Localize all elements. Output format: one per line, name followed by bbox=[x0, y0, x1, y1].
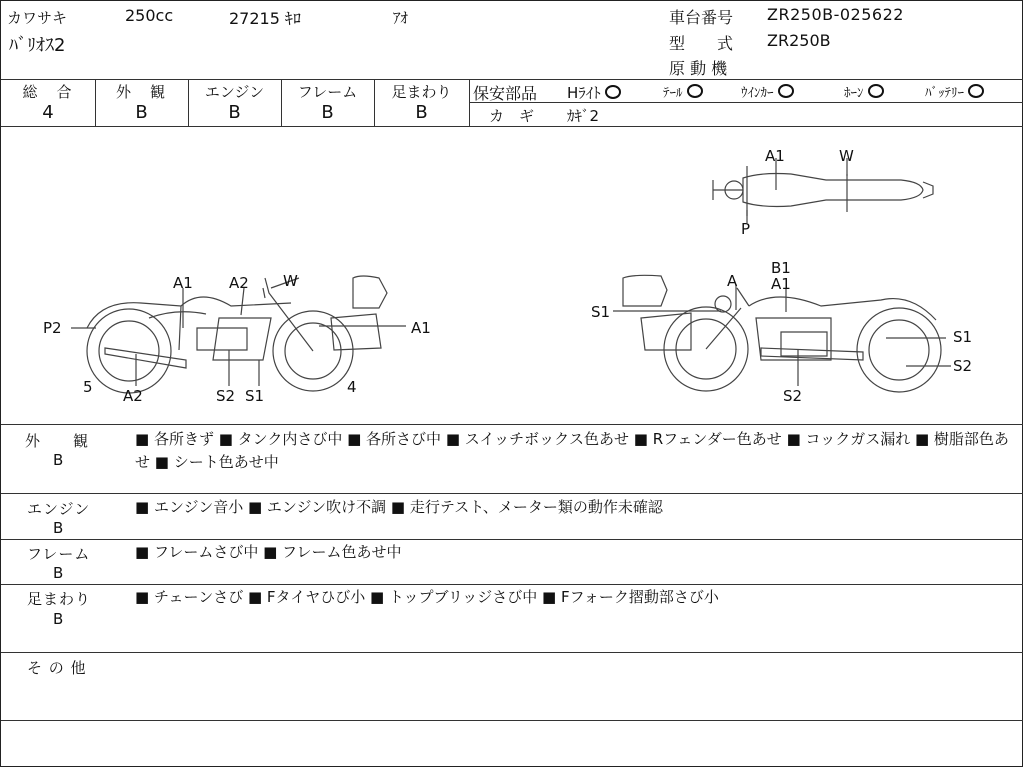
divider bbox=[1, 539, 1023, 540]
diagram-label: 5 bbox=[83, 378, 93, 396]
diagram-label: S2 bbox=[783, 387, 803, 405]
key-label: カ ギ bbox=[489, 107, 535, 125]
grade-frame-value: B bbox=[321, 102, 334, 123]
ok-circle-icon bbox=[868, 84, 884, 98]
safety-item-winker: ｳｲﾝｶｰ bbox=[741, 82, 794, 101]
divider bbox=[1, 424, 1023, 425]
engine-label: 原 動 機 bbox=[669, 59, 728, 78]
diagram-label: A1 bbox=[771, 275, 791, 293]
section-suspension-label: 足まわり bbox=[27, 590, 92, 608]
safety-item-tail: ﾃｰﾙ bbox=[663, 82, 703, 101]
divider bbox=[469, 79, 470, 126]
divider bbox=[1, 584, 1023, 585]
section-suspension-notes: ■ チェーンさび ■ Fタイヤひび小 ■ トップブリッジさび中 ■ Fフォーク摺動部さび小 bbox=[135, 588, 719, 606]
section-frame-label: フレーム bbox=[27, 545, 91, 563]
diagram-label: W bbox=[839, 147, 854, 165]
safety-item-horn: ﾎｰﾝ bbox=[844, 82, 884, 101]
safety-item-headlight: Hﾗｲﾄ bbox=[567, 82, 621, 103]
motorcycle-left-view bbox=[87, 276, 387, 393]
divider bbox=[1, 720, 1023, 721]
key-value: ｶｷﾞ2 bbox=[567, 107, 600, 125]
grade-frame-label: フレーム bbox=[297, 83, 358, 101]
diagram-label: P bbox=[741, 220, 751, 238]
model-name: ﾊﾞﾘｵｽ2 bbox=[9, 35, 66, 56]
maker: カワサキ bbox=[7, 9, 68, 27]
safety-parts-label: 保安部品 bbox=[473, 84, 538, 103]
diagram-label: 4 bbox=[347, 378, 357, 396]
frame-number-label: 車台番号 bbox=[669, 8, 734, 27]
divider bbox=[1, 493, 1023, 494]
ok-circle-icon bbox=[687, 84, 703, 98]
divider bbox=[1, 79, 1023, 80]
divider bbox=[1, 126, 1023, 127]
diagram-label: S1 bbox=[953, 328, 973, 346]
diagram-label: S2 bbox=[216, 387, 236, 405]
section-engine-label: エンジン bbox=[27, 500, 91, 518]
section-exterior-grade: B bbox=[53, 451, 64, 469]
diagram-label: A1 bbox=[411, 319, 431, 337]
diagram-label: S2 bbox=[953, 357, 973, 375]
grade-suspension-label: 足まわり bbox=[391, 83, 452, 101]
diagram-label: A1 bbox=[173, 274, 193, 292]
diagram-label: A2 bbox=[123, 387, 143, 405]
safety-item-battery: ﾊﾞｯﾃﾘｰ bbox=[925, 82, 984, 101]
grade-exterior-value: B bbox=[135, 102, 148, 123]
mileage: 27215 ｷﾛ bbox=[229, 9, 301, 28]
diagram-label: A1 bbox=[765, 147, 785, 165]
section-frame-notes: ■ フレームさび中 ■ フレーム色あせ中 bbox=[135, 543, 402, 561]
section-frame-grade: B bbox=[53, 564, 64, 582]
model-type: ZR250B bbox=[767, 31, 831, 50]
grade-suspension-value: B bbox=[415, 102, 428, 123]
model-type-label: 型 式 bbox=[669, 34, 734, 53]
grade-exterior-label: 外 観 bbox=[115, 83, 167, 101]
divider bbox=[469, 102, 1023, 103]
section-suspension-grade: B bbox=[53, 610, 64, 628]
displacement: 250cc bbox=[125, 6, 174, 25]
grade-overall-value: 4 bbox=[42, 102, 54, 123]
section-engine-grade: B bbox=[53, 519, 64, 537]
grade-engine-label: エンジン bbox=[204, 83, 265, 101]
diagram-label: P2 bbox=[43, 319, 62, 337]
diagram-label: S1 bbox=[591, 303, 611, 321]
ok-circle-icon bbox=[778, 84, 794, 98]
motorcycle-top-view bbox=[713, 166, 933, 216]
diagram-label: B1 bbox=[771, 259, 791, 277]
grade-engine-value: B bbox=[228, 102, 241, 123]
diagram-label: W bbox=[283, 272, 298, 290]
divider bbox=[1, 652, 1023, 653]
diagram-label: S1 bbox=[245, 387, 265, 405]
ok-circle-icon bbox=[968, 84, 984, 98]
ok-circle-icon bbox=[605, 85, 621, 99]
body-color: ｱｵ bbox=[393, 9, 409, 27]
diagram-label: A bbox=[727, 272, 738, 290]
section-other-label: そ の 他 bbox=[27, 659, 87, 677]
grade-overall-label: 総 合 bbox=[22, 83, 74, 101]
section-engine-notes: ■ エンジン音小 ■ エンジン吹け不調 ■ 走行テスト、メーター類の動作未確認 bbox=[135, 498, 663, 516]
diagram-label: A2 bbox=[229, 274, 249, 292]
section-exterior-notes: ■ 各所きず ■ タンク内さび中 ■ 各所さび中 ■ スイッチボックス色あせ ■ Rフェンダー色あせ ■ コックガス漏れ ■ 樹脂部色あせ ■ シート色あせ中 bbox=[135, 430, 1009, 471]
motorcycle-damage-diagram bbox=[1, 128, 1023, 424]
frame-number: ZR250B-025622 bbox=[767, 5, 904, 24]
section-exterior-label: 外 観 bbox=[25, 432, 90, 450]
